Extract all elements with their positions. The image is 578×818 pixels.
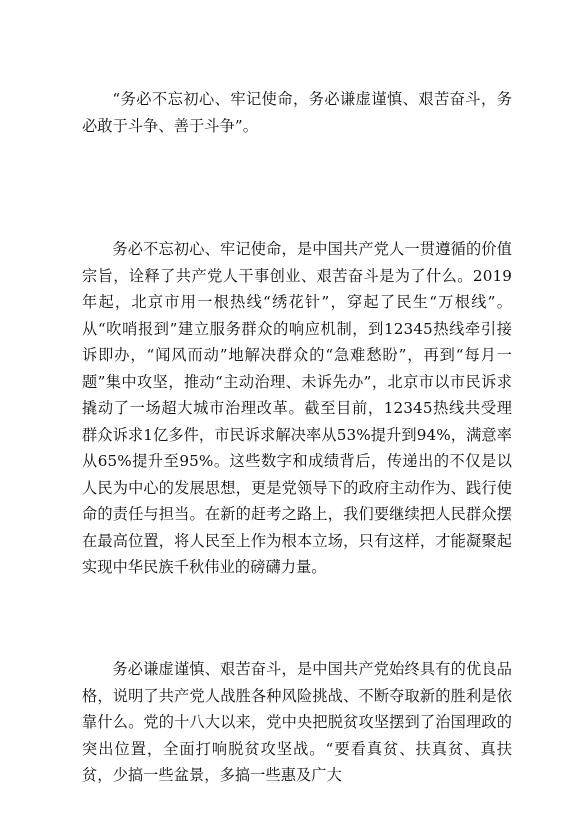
body-paragraph-mission: 务必不忘初心、牢记使命，是中国共产党人一贯遵循的价值宗旨，诠释了共产党人干事创业、艰苦奋斗是为了什么。2019年起，北京市用一根热线“绣花针”，穿起了民生“万根线”。从“吹哨报到”建立服务群众的响应机制，到12345热线牵引接诉即办，“闻风而动”地解决群众的“急难愁盼”，再到“每月一题”集中攻坚，推动“主动治理、未诉先办”，北京市以市民诉求撬动了一场超大城市治理改革。截至目前，12345热线共受理群众诉求1亿多件，市民诉求解决率从53%提升到94%，满意率从65%提升至95%。这些数字和成绩背后，传递出的不仅是以人民为中心的发展思想，更是党领导下的政府主动作为、践行使命的责任与担当。在新的赶考之路上，我们要继续把人民群众摆在最高位置，将人民至上作为根本立场，只有这样，才能凝聚起实现中华民族千秋伟业的磅礴力量。: [82, 240, 512, 576]
quote-paragraph: “务必不忘初心、牢记使命，务必谦虚谨慎、艰苦奋斗，务必敢于斗争、善于斗争”。: [82, 90, 512, 135]
body-paragraph-humility: 务必谦虚谨慎、艰苦奋斗，是中国共产党始终具有的优良品格，说明了共产党人战胜各种风险挑战、不断夺取新的胜利是依靠什么。党的十八大以来，党中央把脱贫攻坚摆到了治国理政的突出位置，全面打响脱贫攻坚战。“要看真贫、扶真贫、真扶贫，少搞一些盆景，多搞一些惠及广大: [82, 660, 512, 784]
